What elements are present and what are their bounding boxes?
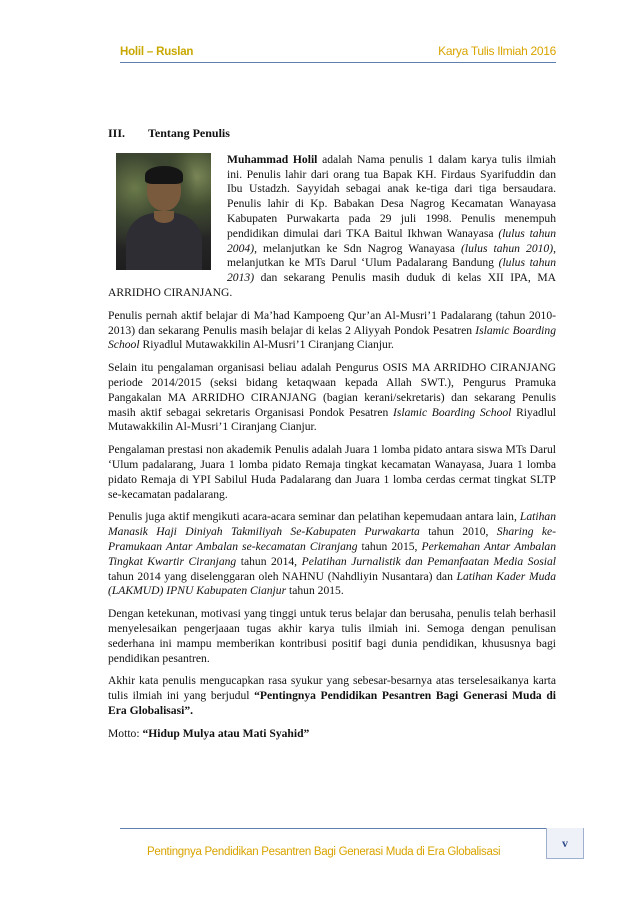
paragraph-biography: [108, 153, 556, 301]
paragraph-organization: [108, 361, 556, 435]
org-text-1: Selain itu pengalaman organisasi beliau adalah Pengurus OSIS MA ARRIDHO CIRANJANG periode 2014/2015 (seksi bidang ketaqwaan kepada Allah SWT.), Pengurus Pramuka Pangakalan MA ARRIDHO CIRANJANG (bagian kerani/sekretaris) dan sekarang Penulis masih aktif sebagai sekretaris Organisasi Pondok Pesatren: [108, 361, 556, 419]
org-text-2: Riyadlul Mutawakkilin Al-Musri’1 Ciranjang Cianjur.: [108, 405, 557, 434]
train-text-6: tahun 2015.: [286, 584, 344, 598]
author-photo: [116, 153, 211, 270]
paragraph-closing: [108, 607, 556, 666]
section-number: III.: [108, 126, 126, 140]
train-italic-4: Pelatihan Jurnalistik dan Pemanfaatan Media Sosial: [301, 554, 557, 568]
paper-title: “Pentingnya Pendidikan Pesantren Bagi Generasi Muda di Era Globalisasi”.: [108, 689, 556, 717]
section-title: Tentang Penulis: [148, 126, 230, 140]
motto-value: “Hidup Mulya atau Mati Syahid”: [142, 726, 310, 740]
bio-text-3: , melanjutkan ke MTs Darul ‘Ulum Padalarang Bandung: [227, 241, 556, 270]
footer-title: Pentingnya Pendidikan Pesantren Bagi Generasi Muda di Era Globalisasi: [147, 846, 501, 858]
edu-text-1: Penulis pernah aktif belajar di Ma’had Kampoeng Qur’an Al-Musri’1 Padalarang (tahun 2010-2013) dan sekarang Penulis masih belajar di kelas 2 Aliyyah Pondok Pesatren: [108, 308, 556, 337]
train-italic-2: Sharing ke-Pramukaan Antar Ambalan se-kecamatan Ciranjang: [108, 525, 557, 553]
page-number-box: [546, 828, 584, 859]
footer-rule: [120, 828, 546, 829]
bio-italic-3: (lulus tahun 2013): [227, 256, 556, 285]
header-rule: [120, 62, 556, 63]
paragraph-training: [108, 510, 556, 599]
paragraph-education: [108, 309, 556, 353]
author-name: Muhammad Holil: [227, 152, 318, 166]
edu-text-2: Riyadlul Mutawakkilin Al-Musri’1 Ciranjang Cianjur.: [139, 338, 394, 352]
paragraph-motto: [108, 727, 556, 742]
bio-italic-2: (lulus tahun 2010): [461, 241, 554, 255]
paragraph-thanks: [108, 674, 556, 718]
train-italic-1: Latihan Manasik Haji Diniyah Takmiliyah Se-Kabupaten Purwakarta: [108, 510, 556, 539]
train-italic-5: Latihan Kader Muda (LAKMUD) IPNU Kabupaten Cianjur: [108, 569, 556, 598]
bio-italic-1: (lulus tahun 2004): [227, 226, 556, 255]
train-text-5: tahun 2014 yang diselenggaran oleh NAHNU (Nahdliyin Nusantara) dan: [108, 569, 457, 583]
header-title: Karya Tulis Ilmiah 2016: [438, 44, 556, 58]
train-text-1: Penulis juga aktif mengikuti acara-acara seminar dan pelatihan kepemudaan antara lain,: [108, 510, 520, 524]
org-italic-1: Islamic Boarding School: [392, 405, 512, 419]
page-number: v: [562, 836, 568, 850]
train-text-2: tahun 2010,: [419, 525, 497, 539]
section-heading: [108, 126, 556, 141]
closing-text: Dengan ketekunan, motivasi yang tinggi untuk terus belajar dan berusaha, penulis telah berhasil menyelesaikan pengerjaaan tugas akhir karya tulis ilmiah ini. Semoga dengan penulisan sederhana ini mampu memberikan kontribusi positif bagi dunia pendidikan, khususnya bagi pendidikan pesantren.: [108, 607, 556, 665]
paragraph-achievements: [108, 443, 556, 502]
page-body: [108, 126, 556, 749]
header-author: Holil – Ruslan: [120, 46, 194, 58]
bio-text-4: dan sekarang Penulis masih duduk di kelas XII IPA, MA ARRIDHO CIRANJANG.: [108, 271, 556, 299]
train-italic-3: Perkemahan Antar Ambalan Tingkat Kwartir Ciranjang: [108, 539, 557, 568]
train-text-4: tahun 2014,: [236, 554, 302, 568]
bio-text-2: , melanjutkan ke Sdn Nagrog Wanayasa: [254, 241, 462, 255]
train-text-3: tahun 2015,: [357, 539, 422, 553]
thanks-text: Akhir kata penulis mengucapkan rasa syukur yang sebesar-besarnya atas terselesaikanya karta tulis ilmiah ini yang berjudul: [108, 674, 556, 703]
ach-text-1: Pengalaman prestasi non akademik Penulis adalah Juara 1 lomba pidato antara siswa MTs Darul ‘Ulum padalarang, Juara 1 lomba pidato Remaja tingkat kecamatan Wanayasa, Juara 1 lomba pidato Remaja di YPI Sabilul Huda Padalarang dan Juara 1 lomba cerdas cermat tingkat SLTP se-kecamatan padalarang.: [108, 443, 556, 501]
edu-italic-1: Islamic Boarding School: [108, 323, 557, 352]
bio-text-1: adalah Nama penulis 1 dalam karya tulis ilmiah ini. Penulis lahir dari orang tua Bapak KH. Firdaus Syarifuddin dan Ibu Ustadzh. Sayyidah sebagai anak ke-tiga dari tiga bersaudara. Penulis lahir di Kp. Babakan Desa Nagrog Kecamatan Wanayasa Kabupaten Purwakarta pada 29 juli 1998. Penulis menempuh pendidikan dimulai dari TKA Baitul Ikhwan Wanayasa: [227, 152, 556, 240]
motto-label: Motto:: [108, 726, 143, 740]
